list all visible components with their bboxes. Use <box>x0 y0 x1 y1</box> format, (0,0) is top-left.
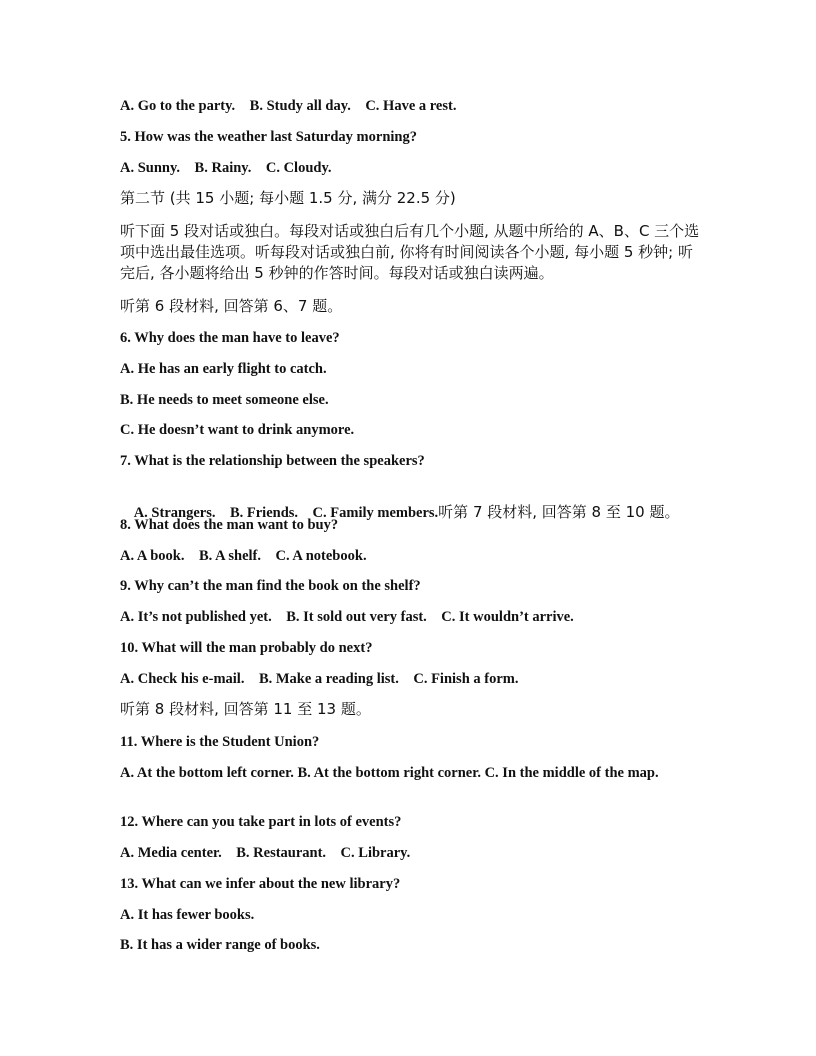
q8-options: A. A book. B. A shelf. C. A notebook. <box>120 548 367 564</box>
section-heading: 第二节 (共 15 小题; 每小题 1.5 分, 满分 22.5 分) <box>120 189 456 207</box>
q7-question: 7. What is the relationship between the speakers? <box>120 453 425 469</box>
material-7-heading: 听第 7 段材料, 回答第 8 至 10 题。 <box>438 503 680 521</box>
q5-question: 5. How was the weather last Saturday morning? <box>120 129 417 145</box>
q6-option-b: B. He needs to meet someone else. <box>120 392 329 408</box>
q10-question: 10. What will the man probably do next? <box>120 640 373 656</box>
q13-option-a: A. It has fewer books. <box>120 907 255 923</box>
q13-option-b: B. It has a wider range of books. <box>120 937 320 953</box>
q8-question: 8. What does the man want to buy? <box>120 517 339 533</box>
q6-question: 6. Why does the man have to leave? <box>120 330 340 346</box>
q7-options: A. Strangers. B. Friends. C. Family members. <box>133 505 439 521</box>
section-instructions: 听下面 5 段对话或独白。每段对话或独白后有几个小题, 从题中所给的 A、B、C 三个选项中选出最佳选项。听每段对话或独白前, 你将有时间阅读各个小题, 每小题 5 秒钟; 听完后, 各小题将给出 5 秒钟的作答时间。每段对话或独白读两遍。 <box>120 222 700 282</box>
material-6-heading: 听第 6 段材料, 回答第 6、7 题。 <box>120 297 343 315</box>
q5-options: A. Sunny. B. Rainy. C. Cloudy. <box>120 160 332 176</box>
q11-options: A. At the bottom left corner. B. At the bottom right corner. C. In the middle of the map. <box>120 765 659 781</box>
q6-option-c: C. He doesn’t want to drink anymore. <box>120 422 355 438</box>
q12-question: 12. Where can you take part in lots of events? <box>120 814 402 830</box>
q11-question: 11. Where is the Student Union? <box>120 734 320 750</box>
material-8-heading: 听第 8 段材料, 回答第 11 至 13 题。 <box>120 700 371 718</box>
q6-option-a: A. He has an early flight to catch. <box>120 361 327 377</box>
q9-options: A. It’s not published yet. B. It sold out very fast. C. It wouldn’t arrive. <box>120 609 574 625</box>
q12-options: A. Media center. B. Restaurant. C. Library. <box>120 845 411 861</box>
q4-options: A. Go to the party. B. Study all day. C. Have a rest. <box>120 98 457 114</box>
q9-question: 9. Why can’t the man find the book on the shelf? <box>120 578 421 594</box>
q10-options: A. Check his e-mail. B. Make a reading list. C. Finish a form. <box>120 671 519 687</box>
q13-question: 13. What can we infer about the new library? <box>120 876 401 892</box>
